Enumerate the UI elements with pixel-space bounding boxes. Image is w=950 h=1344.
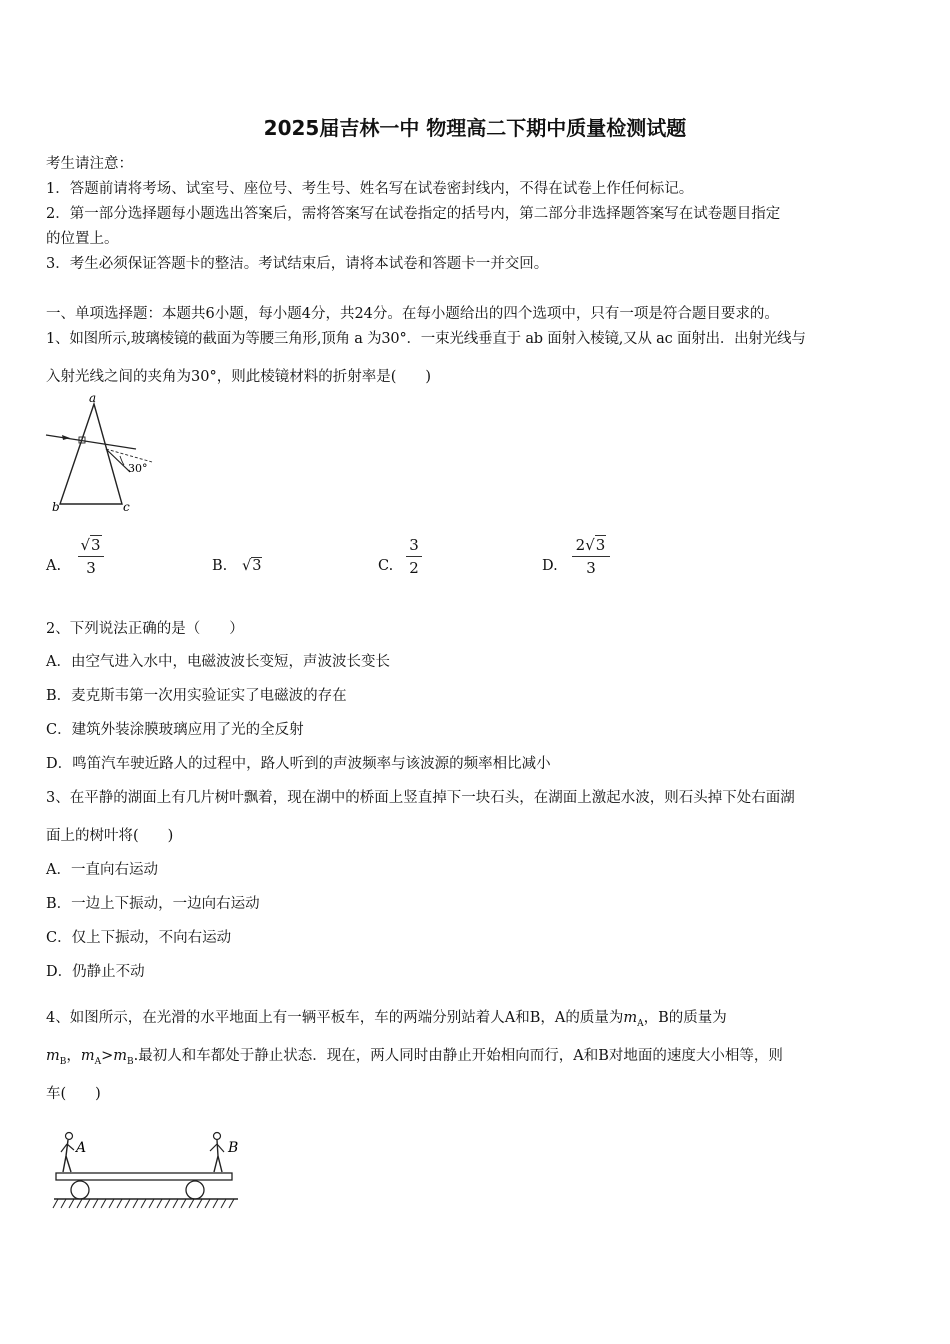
- q1-stem-line2: 入射光线之间的夹角为30°，则此棱镜材料的折射率是( ): [46, 369, 432, 385]
- q4-stem-line2: $m_B$，$m_A>m_B$.最初人和车都处于静止状态．现在，两人同时由静止开始相向而行，A和B对地面的速度大小相等，则: [46, 1048, 783, 1067]
- q3-option-d: D．仍静止不动: [46, 964, 145, 980]
- q1-option-b-letter: B.: [212, 558, 228, 574]
- notice-item-3: 3．考生必须保证答题卡的整洁。考试结束后，请将本试卷和答题卡一并交回。: [46, 256, 549, 272]
- q3-option-c: C．仅上下振动，不向右运动: [46, 930, 232, 946]
- q2-option-b: B．麦克斯韦第一次用实验证实了电磁波的存在: [46, 688, 347, 704]
- q4-stem-line3: 车( ): [46, 1086, 101, 1102]
- q4-stem-line1: 4、如图所示，在光滑的水平地面上有一辆平板车，车的两端分别站着人A和B，A的质量为$m_A$，B的质量为: [46, 1010, 727, 1029]
- prism-figure: [44, 392, 159, 514]
- person-b-label: B: [228, 1140, 239, 1156]
- vertex-b-label: b: [52, 500, 60, 514]
- q3-stem-line1: 3、在平静的湖面上有几片树叶飘着，现在湖中的桥面上竖直掉下一块石头，在湖面上激起水波，则石头掉下处右面湖: [46, 790, 795, 806]
- notice-heading: 考生请注意：: [46, 156, 133, 172]
- q1-option-a-letter: A.: [46, 558, 62, 574]
- vertex-a-label: a: [89, 392, 97, 405]
- notice-item-2: 2．第一部分选择题每小题选出答案后，需将答案写在试卷指定的括号内，第二部分非选择题答案写在试卷题目指定: [46, 206, 781, 222]
- q1-option-a-value: √3 3: [78, 535, 104, 578]
- q1-stem-line1: 1、如图所示,玻璃棱镜的截面为等腰三角形,顶角 a 为30°．一束光线垂直于 ab 面射入棱镜,又从 ac 面射出．出射光线与: [46, 331, 806, 347]
- q2-stem: 2、下列说法正确的是（ ）: [46, 621, 244, 637]
- q2-option-a: A．由空气进入水中，电磁波波长变短，声波波长变长: [46, 654, 390, 670]
- cart-figure: [50, 1128, 245, 1218]
- q1-option-b-value: √3: [242, 558, 262, 574]
- notice-item-1: 1．答题前请将考场、试室号、座位号、考生号、姓名写在试卷密封线内，不得在试卷上作任何标记。: [46, 181, 694, 197]
- q3-option-a: A．一直向右运动: [46, 862, 158, 878]
- section-heading: 一、单项选择题：本题共6小题，每小题4分，共24分。在每小题给出的四个选项中，只有一项是符合题目要求的。: [46, 306, 779, 322]
- q3-stem-line2: 面上的树叶将( ): [46, 828, 174, 844]
- q1-option-d-letter: D.: [542, 558, 558, 574]
- angle-label: 30°: [128, 462, 148, 475]
- notice-item-2-cont: 的位置上。: [46, 231, 119, 247]
- q2-option-d: D．鸣笛汽车驶近路人的过程中，路人听到的声波频率与该波源的频率相比减小: [46, 756, 551, 772]
- q1-option-d-value: 2√3 3: [572, 535, 610, 578]
- q1-option-c-letter: C.: [378, 558, 394, 574]
- q1-option-c-value: 3 2: [406, 535, 422, 578]
- person-a-label: A: [76, 1140, 87, 1156]
- page-title: 2025届吉林一中 物理高二下期中质量检测试题: [263, 116, 687, 140]
- q2-option-c: C．建筑外装涂膜玻璃应用了光的全反射: [46, 722, 304, 738]
- vertex-c-label: c: [123, 500, 130, 514]
- q3-option-b: B．一边上下振动，一边向右运动: [46, 896, 260, 912]
